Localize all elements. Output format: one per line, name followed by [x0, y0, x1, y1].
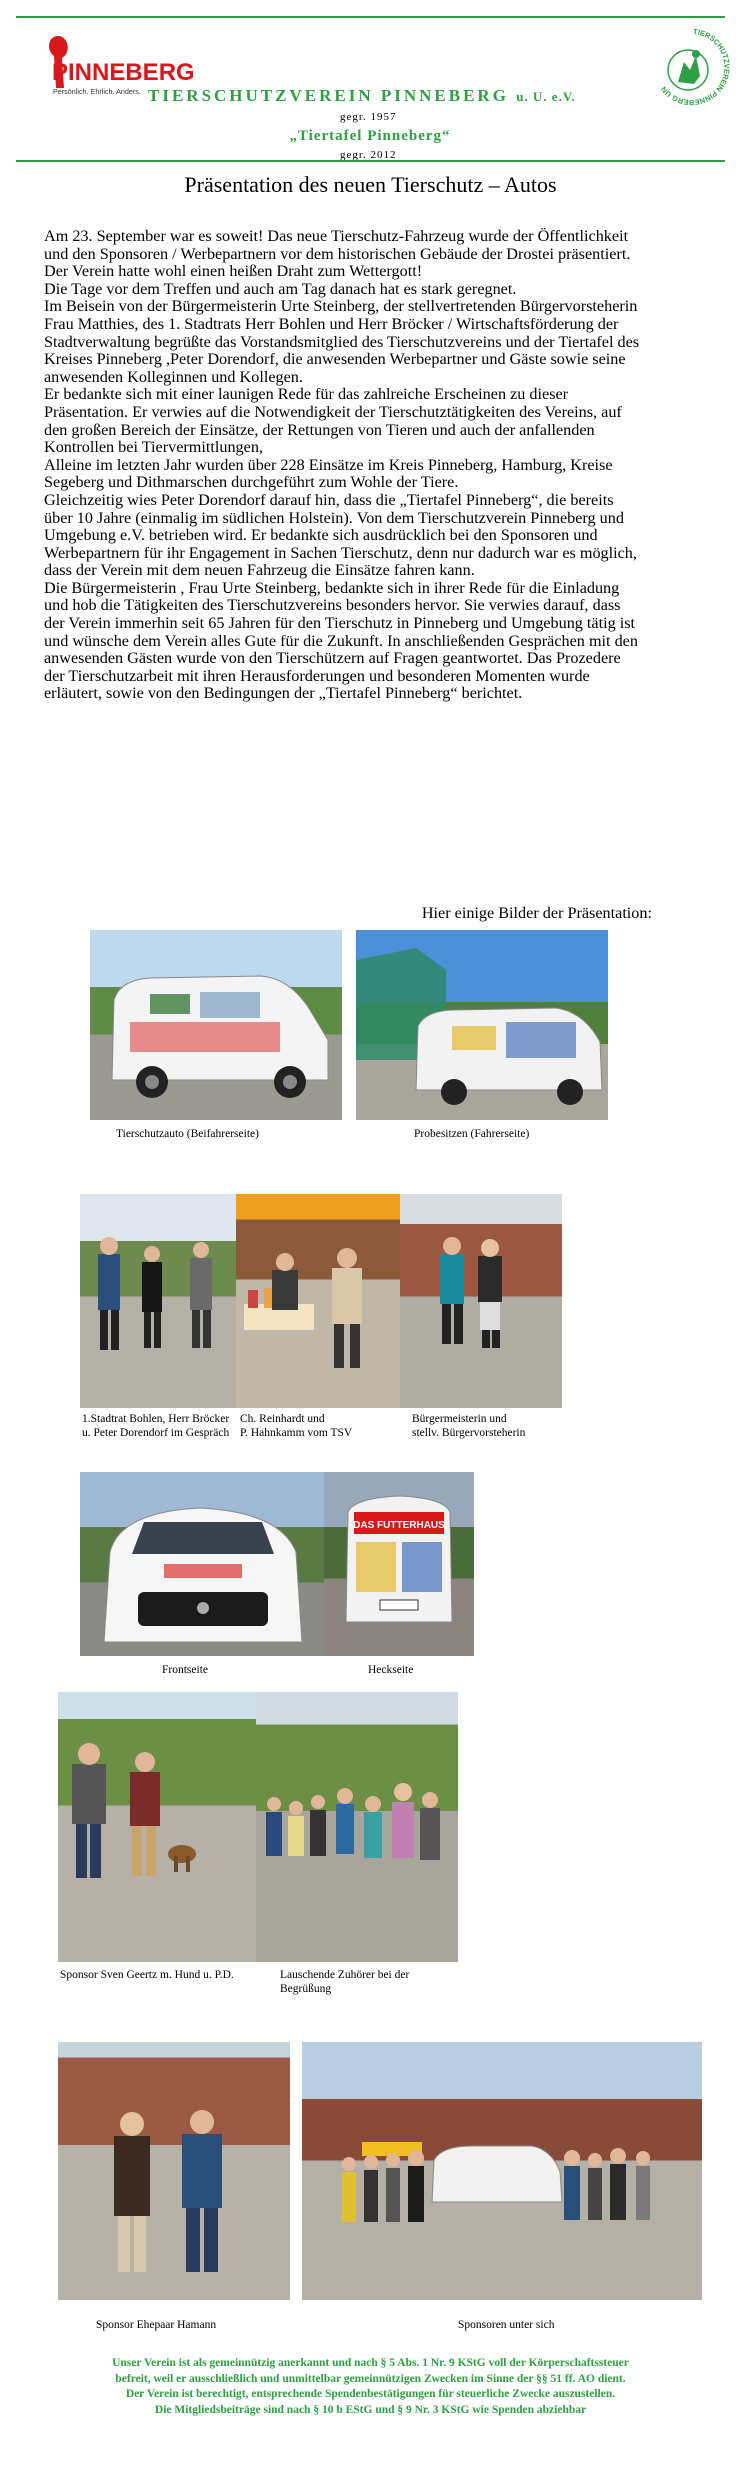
photo-mayor-deputy	[400, 1194, 562, 1408]
caption: Heckseite	[368, 1664, 414, 1676]
photos-intro: Hier einige Bilder der Präsentation:	[421, 904, 652, 922]
caption-line: Lauschende Zuhörer bei der	[280, 1969, 410, 1981]
caption: Sponsoren unter sich	[458, 2319, 555, 2331]
caption: Frontseite	[162, 1664, 208, 1676]
photo-reinhardt-hahnkamm	[236, 1194, 402, 1408]
org-name: TIERSCHUTZVEREIN PINNEBERG	[148, 86, 509, 105]
tax-notice-footer	[40, 2356, 701, 2418]
caption	[412, 1412, 525, 1440]
photo-vehicle-passenger-side	[90, 930, 342, 1120]
founded-1957: gegr. 1957	[340, 111, 397, 123]
paragraph: Gleichzeitig wies Peter Dorendorf darauf hin, dass die „Tiertafel Pinneberg“, die bereits über 10 Jahre (einmalig im südlichen Holstein). Von dem Tierschutzverein Pinneberg und Umgebung e.V. betrieben wird. Er bedankte sich ausdrücklich bei den Sponsoren und Werbepartnern für ihr Engagement in Sachen Tierschutz, denn nur dadurch war es möglich, dass der Verein mit dem neuen Fahrzeug die Einsätze fahren kann.	[44, 490, 637, 580]
caption	[240, 1412, 352, 1440]
caption-line: stellv. Bürgervorsteherin	[412, 1427, 526, 1439]
founded-2012: gegr. 2012	[340, 149, 397, 161]
footer-line: Der Verein ist berechtigt, entsprechende Spendenbestätigungen für steuerliche Zwecke auszustellen.	[125, 2388, 616, 2400]
caption-line: Begrüßung	[280, 1983, 332, 1995]
caption	[280, 1968, 409, 1996]
caption: Sponsor Ehepaar Hamann	[96, 2319, 217, 2331]
paragraph: Die Tage vor dem Treffen und auch am Tag danach hat es stark geregnet.	[44, 279, 517, 298]
caption-line: u. Peter Dorendorf im Gespräch	[82, 1427, 230, 1439]
top-rule	[16, 16, 725, 18]
org-suffix: u. U. e.V.	[516, 89, 576, 104]
paragraph: Alleine im letzten Jahr wurden über 228 Einsätze im Kreis Pinneberg, Hamburg, Kreise Segeberg und Dithmarschen durchgeführt zum Wohle der Tiere.	[44, 455, 613, 492]
photo-test-sitting-driver-side	[356, 930, 608, 1120]
paragraph: Die Bürgermeisterin , Frau Urte Steinberg, bedankte sich in ihrer Rede für die Einladung und hob die Tätigkeiten des Tierschutzvereins besonders hervor. Sie verwies darauf, dass der Verein immerhin seit 65 Jahren für den Tierschutz in Pinneberg und Umgebung tätig ist und wünsche dem Verein alles Gute für die Zukunft. In anschließenden Gesprächen mit den anwesenden Gästen wurde von den Tierschützern auf Fragen geantwortet. Das Prozedere der Tierschutzarbeit mit ihren Herausforderungen und besonderen Momenten wurde erläutert, sowie von den Bedingungen der „Tiertafel Pinneberg“ berichtet.	[44, 578, 638, 703]
caption	[82, 1412, 229, 1440]
org-title	[148, 86, 618, 106]
paragraph: Am 23. September war es soweit! Das neue Tierschutz-Fahrzeug wurde der Öffentlichkeit und den Sponsoren / Werbepartnern vor dem historischen Gebäude der Drostei präsentiert.	[44, 227, 631, 263]
logo-text: PINNEBERG	[52, 59, 195, 86]
footer-line: Unser Verein ist als gemeinnützig anerkannt und nach § 5 Abs. 1 Nr. 9 KStG voll der Körperschaftssteuer	[112, 2357, 629, 2369]
tierschutz-logo	[652, 26, 734, 108]
paragraph: Im Beisein von der Bürgermeisterin Urte Steinberg, der stellvertretenden Bürgervorsteherin Frau Matthies, des 1. Stadtrats Herr Bohlen und Herr Bröcker / Wirtschaftsförderung der Stadtverwaltung begrüßte das Vorstandsmitglied des Tierschutzvereins und der Tiertafel des Kreises Pinneberg ,Peter Dorendorf, die anwesenden Werbepartner und Gäste sowie seine anwesenden Kolleginnen und Kollegen.	[44, 297, 640, 386]
footer-line: Die Mitgliedsbeiträge sind nach § 10 b EStG und § 9 Nr. 3 KStG wie Spenden abziehbar	[154, 2403, 587, 2416]
caption: Tierschutzauto (Beifahrerseite)	[116, 1128, 259, 1140]
photo-listening-audience	[256, 1692, 458, 1962]
logo-ring-text: TIERSCHUTZVEREIN PINNEBERG UN	[659, 26, 732, 107]
pinneberg-logo	[44, 28, 195, 106]
photo-vehicle-rear	[324, 1472, 474, 1656]
vehicle-sign: DAS FUTTERHAUS	[353, 1520, 445, 1531]
caption-line: Ch. Reinhardt und	[240, 1413, 325, 1425]
photo-vehicle-front	[80, 1472, 326, 1656]
photo-sponsor-hamann-couple	[58, 2042, 290, 2300]
caption: Probesitzen (Fahrerseite)	[414, 1128, 530, 1140]
caption-line: 1.Stadtrat Bohlen, Herr Bröcker	[82, 1413, 230, 1425]
caption-line: Bürgermeisterin und	[412, 1413, 507, 1425]
caption: Sponsor Sven Geertz m. Hund u. P.D.	[60, 1969, 234, 1981]
tiertafel-name: „Tiertafel Pinneberg“	[289, 128, 451, 144]
header-rule	[16, 160, 725, 162]
footer-line: befreit, weil er ausschließlich und unmittelbar gemeinnützigen Zwecken im Sinne der §§ 51 ff. AO dient.	[115, 2372, 626, 2385]
page-title: Präsentation des neuen Tierschutz – Autos	[184, 172, 557, 197]
caption-line: P. Hahnkamm vom TSV	[240, 1427, 353, 1439]
photo-sponsor-geertz-dog	[58, 1692, 258, 1962]
article-body	[44, 228, 644, 703]
photo-sponsors-group	[302, 2042, 702, 2300]
paragraph: Der Verein hatte wohl einen heißen Draht zum Wettergott!	[44, 262, 423, 281]
photo-councillors-talking	[80, 1194, 238, 1408]
logo-slogan: Persönlich. Ehrlich. Anders.	[53, 87, 141, 96]
paragraph: Er bedankte sich mit einer launigen Rede für das zahlreiche Erscheinen zu dieser Präsentation. Er verwies auf die Notwendigkeit der Tierschutztätigkeiten des Vereins, auf den großen Bereich der Einsätze, der Rettungen von Tieren und auch der anfallenden Kontrollen bei Tiervermittlungen,	[44, 385, 622, 457]
